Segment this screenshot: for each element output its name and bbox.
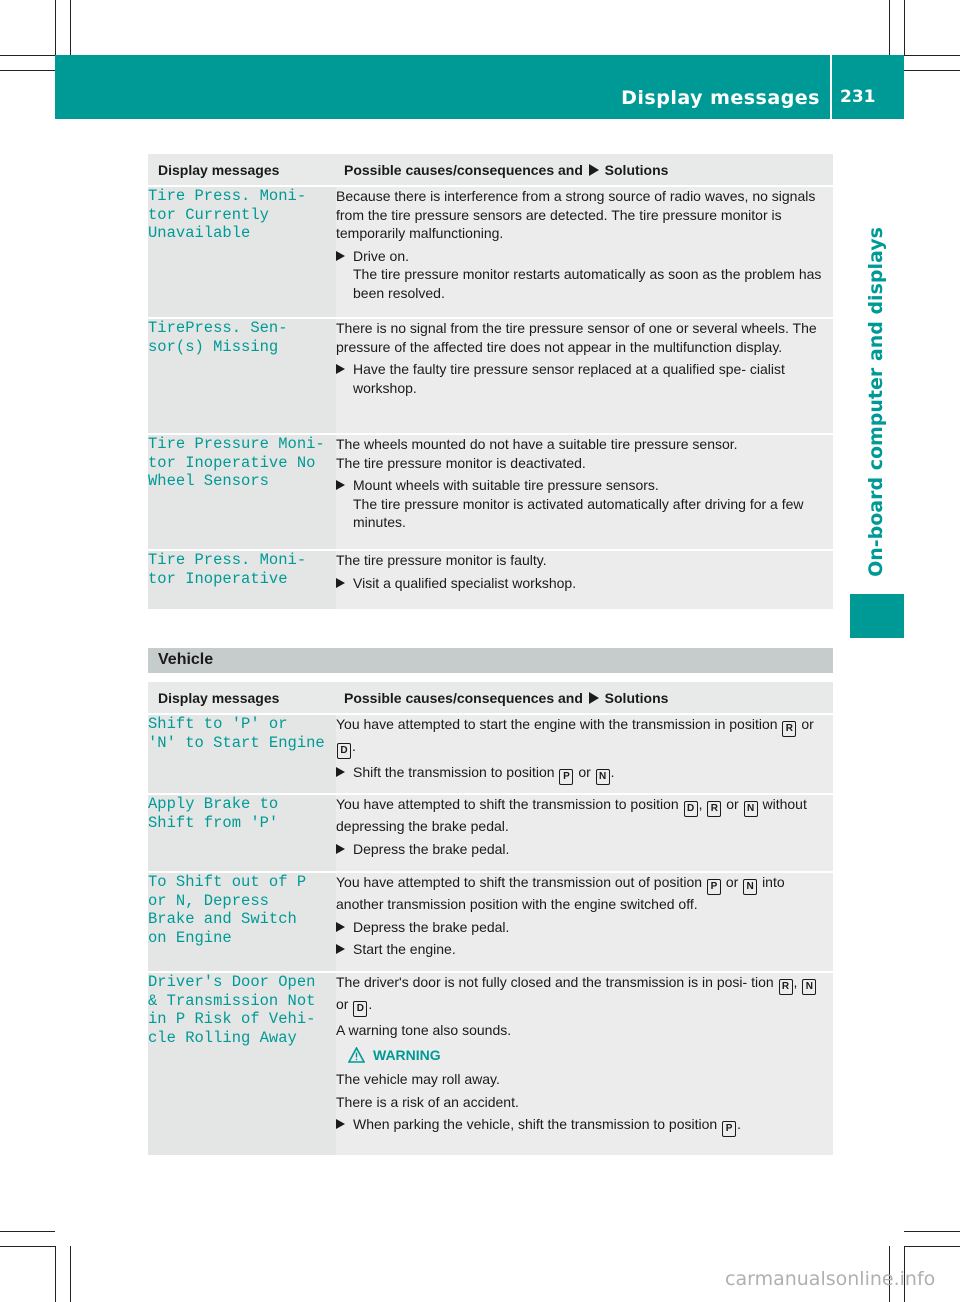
action-detail: The tire pressure monitor restarts automatically as soon as the problem has been resolved.	[353, 266, 822, 301]
warning-heading	[348, 1046, 833, 1065]
table-header-row	[148, 154, 833, 186]
message-line: Driver's Door Open	[148, 973, 316, 991]
gear-p-key-icon: P	[722, 1121, 736, 1137]
table-row	[148, 186, 833, 318]
gear-n-key-icon: N	[802, 979, 816, 995]
action-step	[336, 476, 833, 532]
column-header-messages: Display messages	[148, 682, 336, 714]
message-line: TirePress. Sen‐	[148, 319, 288, 337]
action-text: Depress the brake pedal.	[353, 918, 510, 935]
cause-text-part: into another transmission position with the engine switched off.	[336, 874, 785, 912]
column-header-solutions	[336, 682, 833, 714]
or-text: or	[801, 716, 814, 732]
column-header-solutions	[336, 154, 833, 186]
crop-mark	[904, 0, 905, 55]
solution-cell	[336, 794, 833, 872]
table-row	[148, 318, 833, 434]
messages-table-vehicle	[148, 682, 833, 1157]
crop-mark	[55, 0, 56, 55]
gear-p-key-icon: P	[707, 879, 721, 895]
display-message	[148, 186, 336, 318]
message-line: tor Inoperative	[148, 569, 288, 588]
crop-mark	[0, 55, 55, 56]
cause-text	[336, 873, 833, 914]
action-step	[336, 247, 833, 303]
action-arrow-icon	[336, 364, 345, 374]
crop-mark	[0, 70, 55, 71]
solution-cell	[336, 972, 833, 1156]
table-row	[148, 434, 833, 550]
table-row	[148, 972, 833, 1156]
gear-d-key-icon: D	[337, 743, 351, 759]
chapter-tab-label: On-board computer and displays	[865, 227, 887, 577]
cause-text: The driver's door is not fully closed and the transmission is in posi‐ tion R , N or D .	[336, 973, 833, 1017]
gear-d-key-icon: D	[684, 801, 698, 817]
gear-p-key-icon: P	[559, 769, 573, 785]
message-line: cle Rolling Away	[148, 1028, 297, 1047]
table-row	[148, 550, 833, 610]
display-message	[148, 872, 336, 972]
message-line: Shift to 'P' or	[148, 715, 288, 733]
action-step: When parking the vehicle, shift the transmission to position P .	[336, 1115, 833, 1137]
action-arrow-icon	[336, 480, 345, 490]
crop-mark	[904, 1231, 960, 1232]
message-line: Apply Brake to	[148, 795, 279, 813]
or-text: or	[725, 874, 739, 890]
cause-text: You have attempted to shift the transmission to position D , R or N without depressing the brake pedal.	[336, 796, 807, 834]
action-text: Start the engine.	[353, 941, 456, 957]
display-message	[148, 434, 336, 550]
gear-r-key-icon: R	[782, 721, 796, 737]
cause-text: Because there is interference from a strong source of radio waves, no signals from the tire pressure sensors are detected. The tire pressure monitor is temporarily malfunctioning.	[336, 188, 816, 241]
or-text: or	[578, 764, 591, 780]
solution-cell	[336, 872, 833, 972]
crop-mark	[904, 55, 960, 56]
display-message	[148, 318, 336, 434]
gear-n-key-icon: N	[743, 879, 757, 895]
gear-r-key-icon: R	[707, 801, 721, 817]
column-header-causes: Possible causes/consequences and	[344, 690, 583, 706]
table-header-row	[148, 682, 833, 714]
action-arrow-icon	[336, 767, 345, 777]
or-text: or	[336, 996, 349, 1012]
column-header-solutions-label: Solutions	[604, 162, 669, 178]
crop-mark	[70, 0, 71, 55]
action-step	[336, 940, 833, 959]
gear-r-key-icon: R	[779, 979, 793, 995]
warning-label: WARNING	[373, 1046, 441, 1063]
cause-text: The tire pressure monitor is deactivated.	[336, 454, 586, 471]
crop-mark	[904, 1246, 960, 1247]
display-message	[148, 794, 336, 872]
table-row	[148, 714, 833, 794]
crop-mark	[904, 70, 960, 71]
section-title-vehicle: Vehicle	[148, 648, 833, 673]
display-message	[148, 714, 336, 794]
action-step: Shift the transmission to position P or N .	[336, 763, 833, 785]
cause-text: The wheels mounted do not have a suitable tire pressure sensor.	[336, 436, 738, 452]
gear-n-key-icon: N	[596, 769, 610, 785]
message-line: To Shift out of P	[148, 873, 307, 891]
or-text: or	[726, 796, 739, 812]
crop-mark	[0, 1246, 55, 1247]
message-line: Shift from 'P'	[148, 813, 279, 832]
crop-mark	[889, 0, 890, 55]
cause-text-part: The driver's door is not fully closed and the transmission is in posi‐ tion	[336, 974, 774, 990]
action-arrow-icon	[336, 251, 345, 261]
solution-cell	[336, 714, 833, 794]
solution-cell	[336, 550, 833, 610]
display-message	[148, 550, 336, 610]
solution-cell	[336, 434, 833, 550]
cause-text-part: You have attempted to shift the transmission to position	[336, 796, 679, 812]
message-line: 'N' to Start Engine	[148, 733, 325, 752]
message-line: & Transmission Not	[148, 991, 316, 1010]
message-line: tor Inoperative No	[148, 453, 316, 472]
chapter-tab-marker	[850, 594, 904, 638]
cause-text: There is no signal from the tire pressure sensor of one or several wheels. The pressure of the affected tire does not appear in the multifunction display.	[336, 320, 817, 355]
cause-text: You have attempted to start the engine with the transmission in position R or D .	[336, 715, 833, 759]
action-detail: The tire pressure monitor is activated automatically after driving for a few minutes.	[353, 495, 804, 530]
warning-triangle-icon	[348, 1047, 365, 1063]
messages-table-tire-pressure	[148, 154, 833, 611]
action-text: When parking the vehicle, shift the transmission to position	[353, 1116, 718, 1132]
column-header-messages: Display messages	[148, 154, 336, 186]
solution-cell	[336, 318, 833, 434]
message-line: or N, Depress	[148, 891, 269, 910]
watermark: carmanualsonline.info	[725, 1268, 936, 1290]
cause-text-part: without depressing the brake pedal.	[336, 796, 807, 834]
message-line: Wheel Sensors	[148, 472, 269, 490]
action-step	[336, 840, 833, 859]
crop-mark	[55, 1246, 56, 1302]
message-line: Tire Press. Moni‐	[148, 551, 307, 569]
play-arrow-icon	[588, 692, 600, 704]
cause-text: The tire pressure monitor is faulty.	[336, 552, 547, 568]
cause-text-part: You have attempted to shift the transmission out of position	[336, 874, 703, 890]
action-text: Drive on.	[353, 247, 410, 264]
message-line: Unavailable	[148, 224, 251, 242]
message-line: tor Currently	[148, 205, 269, 224]
action-text: Visit a qualified specialist workshop.	[353, 574, 577, 591]
crop-mark	[0, 1231, 55, 1232]
action-text: Mount wheels with suitable tire pressure sensors.	[353, 477, 659, 493]
page-title: Display messages	[621, 87, 820, 109]
action-text: Shift the transmission to position	[353, 764, 555, 780]
action-arrow-icon	[336, 944, 345, 954]
table-row	[148, 794, 833, 872]
gear-d-key-icon: D	[353, 1001, 367, 1017]
message-line: Brake and Switch	[148, 910, 297, 928]
column-header-solutions-label: Solutions	[604, 690, 669, 706]
page-number: 231	[840, 87, 876, 107]
crop-mark	[70, 1246, 71, 1302]
message-line: Tire Press. Moni‐	[148, 187, 307, 205]
table-row	[148, 872, 833, 972]
action-arrow-icon	[336, 1119, 345, 1129]
action-step	[336, 574, 833, 593]
action-text: Depress the brake pedal.	[353, 840, 510, 857]
cause-text: A warning tone also sounds.	[336, 1022, 512, 1038]
action-arrow-icon	[336, 844, 345, 854]
column-header-causes: Possible causes/consequences and	[344, 162, 583, 178]
action-text: Have the faulty tire pressure sensor replaced at a qualified spe‐ cialist workshop.	[353, 361, 785, 396]
action-arrow-icon	[336, 578, 345, 588]
message-line: in P Risk of Vehi‐	[148, 1010, 316, 1028]
action-arrow-icon	[336, 922, 345, 932]
header-divider	[830, 55, 832, 119]
action-step	[336, 360, 833, 397]
warning-text: There is a risk of an accident.	[336, 1093, 519, 1110]
cause-text-part: You have attempted to start the engine with the transmission in position	[336, 716, 778, 732]
display-message	[148, 972, 336, 1156]
message-line: sor(s) Missing	[148, 337, 279, 356]
play-arrow-icon	[588, 164, 600, 176]
message-line: Tire Pressure Moni‐	[148, 435, 325, 453]
action-step	[336, 918, 833, 937]
warning-text: The vehicle may roll away.	[336, 1071, 500, 1087]
message-line: on Engine	[148, 928, 232, 947]
solution-cell	[336, 186, 833, 318]
gear-n-key-icon: N	[744, 801, 758, 817]
